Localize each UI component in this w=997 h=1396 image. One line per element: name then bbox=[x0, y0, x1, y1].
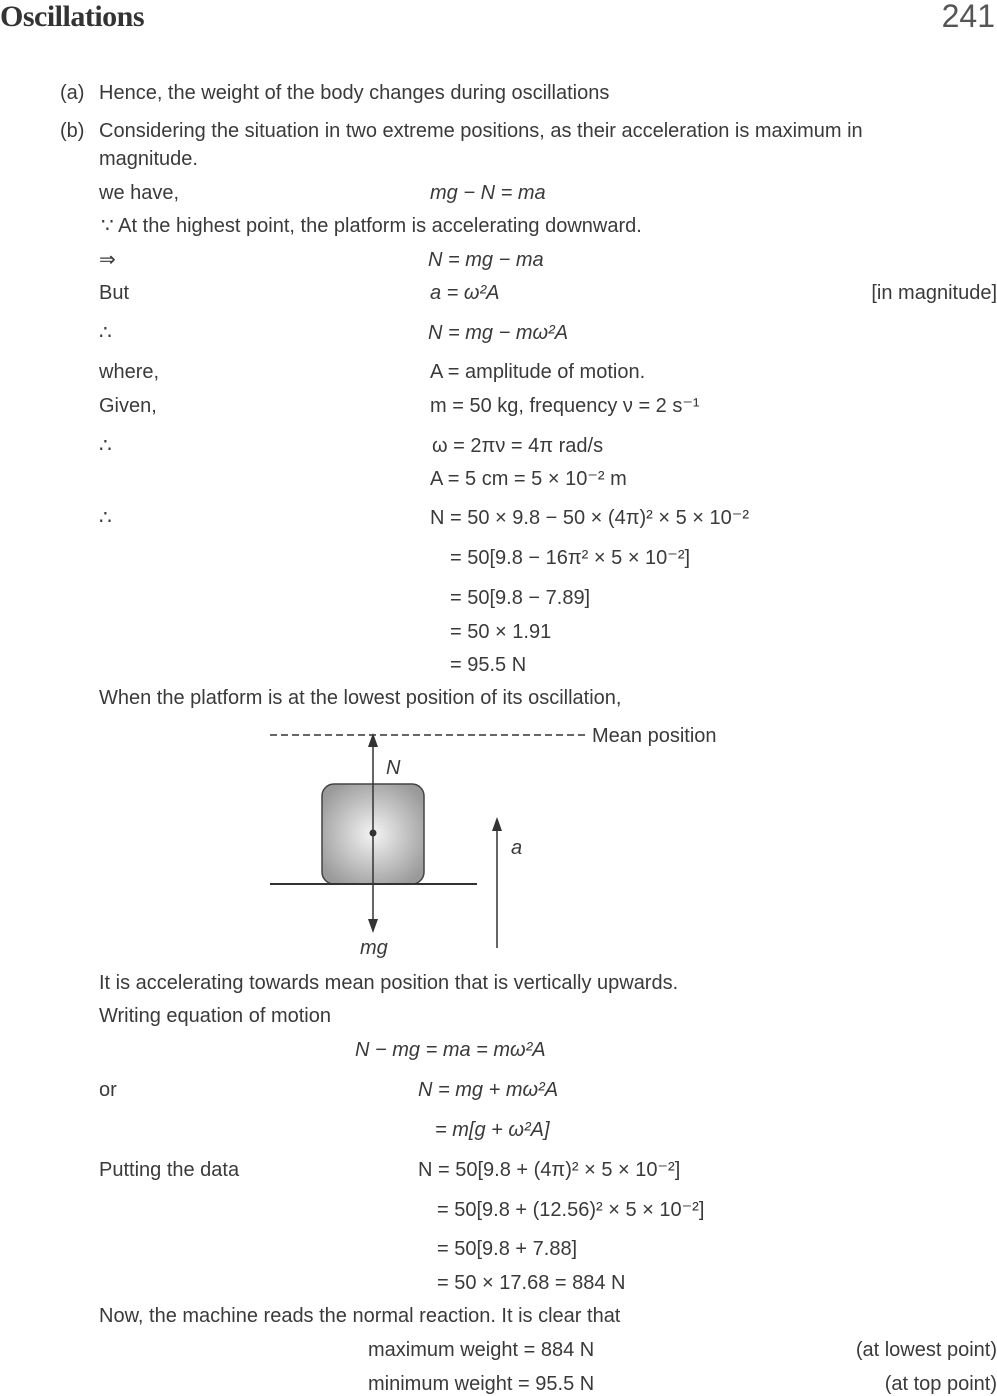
line-label: Putting the data bbox=[99, 1159, 240, 1181]
equation: A = 5 cm = 5 × 10⁻² m bbox=[430, 468, 627, 490]
equation: = 50 × 17.68 = 884 N bbox=[437, 1272, 626, 1294]
line-label: or bbox=[99, 1079, 117, 1101]
part-b-text: magnitude. bbox=[99, 148, 198, 170]
part-b-text: Considering the situation in two extreme positions, as their acceleration is maximum in bbox=[99, 120, 863, 142]
line-text: Now, the machine reads the normal reaction. It is clear that bbox=[99, 1305, 621, 1327]
equation: = 50[9.8 − 16π² × 5 × 10⁻²] bbox=[450, 547, 691, 569]
equation: = 50[9.8 − 7.89] bbox=[450, 587, 591, 609]
line-text: When the platform is at the lowest position of its oscillation, bbox=[99, 687, 622, 709]
line-label: But bbox=[99, 282, 130, 304]
equation: A = amplitude of motion. bbox=[430, 361, 646, 383]
note: (at top point) bbox=[884, 1373, 997, 1395]
equation: ω = 2πν = 4π rad/s bbox=[432, 435, 604, 457]
equation: N = mg − mω²A bbox=[428, 322, 569, 344]
part-b-label: (b) bbox=[60, 120, 85, 142]
weight-arrow-head bbox=[368, 919, 378, 933]
line-label: ⇒ bbox=[99, 249, 116, 271]
acceleration-label: a bbox=[511, 837, 523, 859]
note: (at lowest point) bbox=[855, 1339, 997, 1361]
equation: = 95.5 N bbox=[450, 654, 527, 676]
min-weight: minimum weight = 95.5 N bbox=[368, 1373, 595, 1395]
equation: = 50[9.8 + 7.88] bbox=[437, 1238, 578, 1260]
equation: N = mg + mω²A bbox=[418, 1079, 559, 1101]
note: [in magnitude] bbox=[871, 282, 997, 304]
equation: = 50[9.8 + (12.56)² × 5 × 10⁻²] bbox=[437, 1199, 705, 1221]
normal-label: N bbox=[386, 757, 401, 779]
max-weight: maximum weight = 884 N bbox=[368, 1339, 595, 1361]
equation: a = ω²A bbox=[430, 282, 500, 304]
equation: N = mg − ma bbox=[428, 249, 544, 271]
weight-label: mg bbox=[360, 937, 388, 959]
equation: mg − N = ma bbox=[430, 182, 546, 204]
part-a-label: (a) bbox=[60, 82, 85, 104]
chapter-title: Oscillations bbox=[0, 0, 145, 33]
equation: m = 50 kg, frequency ν = 2 s⁻¹ bbox=[430, 395, 700, 417]
acceleration-arrow-head bbox=[492, 817, 502, 831]
equation: N − mg = ma = mω²A bbox=[355, 1039, 546, 1061]
line-label: ∴ bbox=[99, 435, 112, 457]
line-label: Given, bbox=[99, 395, 157, 417]
line-text: ∵ At the highest point, the platform is accelerating downward. bbox=[101, 215, 642, 237]
equation: N = 50 × 9.8 − 50 × (4π)² × 5 × 10⁻² bbox=[430, 507, 749, 529]
line-label: we have, bbox=[99, 182, 180, 204]
line-label: where, bbox=[99, 361, 160, 383]
equation: = m[g + ω²A] bbox=[435, 1119, 550, 1141]
line-text: It is accelerating towards mean position that is vertically upwards. bbox=[99, 972, 679, 994]
equation: N = 50[9.8 + (4π)² × 5 × 10⁻²] bbox=[418, 1159, 681, 1181]
line-label: ∴ bbox=[99, 507, 112, 529]
mean-position-label: Mean position bbox=[592, 725, 717, 747]
center-dot bbox=[370, 830, 377, 837]
line-text: Writing equation of motion bbox=[99, 1005, 331, 1027]
page-number: 241 bbox=[941, 0, 995, 34]
part-a-text: Hence, the weight of the body changes during oscillations bbox=[99, 82, 610, 104]
equation: = 50 × 1.91 bbox=[450, 621, 552, 643]
line-label: ∴ bbox=[99, 322, 112, 344]
